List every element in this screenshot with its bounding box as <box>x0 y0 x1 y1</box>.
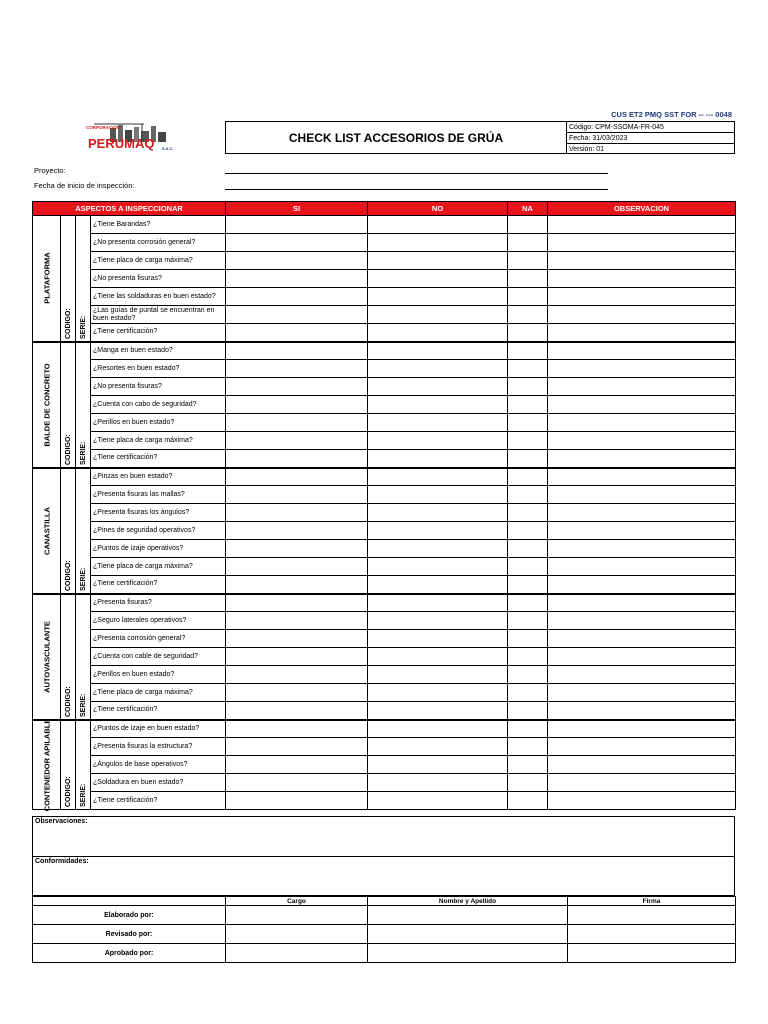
observacion-cell[interactable] <box>548 270 736 288</box>
inspection-item: ¿Puntos de izaje en buen estado? <box>91 720 226 738</box>
signature-cargo-cell[interactable] <box>226 944 368 963</box>
header-no: NO <box>368 202 508 216</box>
signature-cargo-cell[interactable] <box>226 925 368 944</box>
inspection-item: ¿Tiene placa de carga máxima? <box>91 558 226 576</box>
si-cell[interactable] <box>226 234 368 252</box>
observacion-cell[interactable] <box>548 252 736 270</box>
si-cell[interactable] <box>226 594 368 612</box>
si-cell[interactable] <box>226 720 368 738</box>
na-cell[interactable] <box>508 234 548 252</box>
no-cell[interactable] <box>368 432 508 450</box>
observacion-cell[interactable] <box>548 306 736 324</box>
si-cell[interactable] <box>226 342 368 360</box>
signature-header-nombre: Nombre y Apellido <box>368 897 568 906</box>
observacion-cell[interactable] <box>548 774 736 792</box>
inspection-item: ¿Pinzas en buen estado? <box>91 468 226 486</box>
na-cell[interactable] <box>508 630 548 648</box>
inspection-item: ¿Tiene placa de carga máxima? <box>91 252 226 270</box>
observacion-cell[interactable] <box>548 486 736 504</box>
na-cell[interactable] <box>508 666 548 684</box>
meta-version: Versión: 01 <box>569 146 605 153</box>
si-cell[interactable] <box>226 216 368 234</box>
observacion-cell[interactable] <box>548 648 736 666</box>
inspection-item: ¿Resortes en buen estado? <box>91 360 226 378</box>
observacion-cell[interactable] <box>548 342 736 360</box>
serie-cell[interactable]: SERIE: <box>76 720 91 810</box>
na-cell[interactable] <box>508 270 548 288</box>
observacion-cell[interactable] <box>548 594 736 612</box>
table-row <box>33 684 736 702</box>
inspection-date-label: Fecha de inicio de inspección: <box>34 181 135 190</box>
si-cell[interactable] <box>226 414 368 432</box>
na-cell[interactable] <box>508 774 548 792</box>
inspection-item: ¿Soldadura en buen estado? <box>91 774 226 792</box>
si-cell[interactable] <box>226 684 368 702</box>
logo-top-text: CORPORACIÓN <box>86 125 121 130</box>
no-cell[interactable] <box>368 360 508 378</box>
observacion-cell[interactable] <box>548 630 736 648</box>
table-row <box>33 468 736 486</box>
observacion-cell[interactable] <box>548 612 736 630</box>
header-si: SI <box>226 202 368 216</box>
observacion-cell[interactable] <box>548 378 736 396</box>
si-cell[interactable] <box>226 774 368 792</box>
na-cell[interactable] <box>508 468 548 486</box>
inspection-item: ¿Tiene certificación? <box>91 792 226 810</box>
table-row <box>33 288 736 306</box>
signature-nombre-cell[interactable] <box>368 925 568 944</box>
observaciones-label: Observaciones: <box>35 818 88 825</box>
inspection-item: ¿Tiene placa de carga máxima? <box>91 684 226 702</box>
observacion-cell[interactable] <box>548 216 736 234</box>
si-cell[interactable] <box>226 450 368 468</box>
signature-role-label: Aprobado por: <box>33 944 226 963</box>
no-cell[interactable] <box>368 450 508 468</box>
si-cell[interactable] <box>226 468 368 486</box>
table-row <box>33 450 736 468</box>
inspection-item: ¿Tiene Barandas? <box>91 216 226 234</box>
na-cell[interactable] <box>508 450 548 468</box>
inspection-item: ¿Las guías de puntal se encuentran en buen estado? <box>91 306 226 324</box>
na-cell[interactable] <box>508 504 548 522</box>
observaciones-box[interactable] <box>32 816 735 857</box>
observacion-cell[interactable] <box>548 738 736 756</box>
na-cell[interactable] <box>508 486 548 504</box>
header-observacion: OBSERVACION <box>548 202 736 216</box>
na-cell[interactable] <box>508 738 548 756</box>
table-row <box>33 558 736 576</box>
no-cell[interactable] <box>368 504 508 522</box>
si-cell[interactable] <box>226 630 368 648</box>
inspection-item: ¿No presenta corrosión general? <box>91 234 226 252</box>
si-cell[interactable] <box>226 648 368 666</box>
table-row <box>33 576 736 594</box>
signature-header-cargo: Cargo <box>226 897 368 906</box>
no-cell[interactable] <box>368 540 508 558</box>
no-cell[interactable] <box>368 702 508 720</box>
na-cell[interactable] <box>508 360 548 378</box>
si-cell[interactable] <box>226 378 368 396</box>
signature-firma-cell[interactable] <box>568 925 736 944</box>
table-row <box>33 648 736 666</box>
observacion-cell[interactable] <box>548 684 736 702</box>
signature-cargo-cell[interactable] <box>226 906 368 925</box>
table-row <box>33 432 736 450</box>
no-cell[interactable] <box>368 234 508 252</box>
no-cell[interactable] <box>368 468 508 486</box>
observacion-cell[interactable] <box>548 288 736 306</box>
no-cell[interactable] <box>368 396 508 414</box>
checklist-table <box>32 201 736 810</box>
observacion-cell[interactable] <box>548 792 736 810</box>
si-cell[interactable] <box>226 576 368 594</box>
inspection-item: ¿Cuenta con cable de seguridad? <box>91 648 226 666</box>
inspection-item: ¿Presenta fisuras? <box>91 594 226 612</box>
table-row <box>33 738 736 756</box>
table-row <box>33 792 736 810</box>
no-cell[interactable] <box>368 684 508 702</box>
inspection-item: ¿Tiene las soldaduras en buen estado? <box>91 288 226 306</box>
table-row <box>33 774 736 792</box>
section-label: BALDE DE CONCRETO <box>33 342 61 468</box>
si-cell[interactable] <box>226 522 368 540</box>
inspection-item: ¿Tiene certificación? <box>91 324 226 342</box>
observacion-cell[interactable] <box>548 666 736 684</box>
si-cell[interactable] <box>226 666 368 684</box>
table-row <box>33 504 736 522</box>
na-cell[interactable] <box>508 522 548 540</box>
observacion-cell[interactable] <box>548 396 736 414</box>
no-cell[interactable] <box>368 342 508 360</box>
signature-header-row <box>33 897 736 906</box>
si-cell[interactable] <box>226 486 368 504</box>
observacion-cell[interactable] <box>548 702 736 720</box>
table-row <box>33 252 736 270</box>
inspection-item: ¿Tiene certificación? <box>91 450 226 468</box>
na-cell[interactable] <box>508 756 548 774</box>
observacion-cell[interactable] <box>548 234 736 252</box>
na-cell[interactable] <box>508 594 548 612</box>
page-title: CHECK LIST ACCESORIOS DE GRÚA <box>225 121 567 154</box>
signature-role-label: Elaborado por: <box>33 906 226 925</box>
no-cell[interactable] <box>368 612 508 630</box>
codigo-cell[interactable]: CODIGO: <box>61 468 76 594</box>
na-cell[interactable] <box>508 414 548 432</box>
si-cell[interactable] <box>226 252 368 270</box>
header-na: NA <box>508 202 548 216</box>
no-cell[interactable] <box>368 576 508 594</box>
inspection-item: ¿Presenta fisuras la estructura? <box>91 738 226 756</box>
table-row <box>33 216 736 234</box>
table-row <box>33 486 736 504</box>
inspection-item: ¿Tiene certificación? <box>91 702 226 720</box>
inspection-item: ¿Puntos de izaje operativos? <box>91 540 226 558</box>
observacion-cell[interactable] <box>548 414 736 432</box>
inspection-item: ¿No presenta fisuras? <box>91 270 226 288</box>
no-cell[interactable] <box>368 288 508 306</box>
signature-firma-cell[interactable] <box>568 906 736 925</box>
si-cell[interactable] <box>226 738 368 756</box>
table-row <box>33 630 736 648</box>
si-cell[interactable] <box>226 306 368 324</box>
inspection-item: ¿Pines de seguridad operativos? <box>91 522 226 540</box>
observacion-cell[interactable] <box>548 432 736 450</box>
no-cell[interactable] <box>368 774 508 792</box>
codigo-cell[interactable]: CODIGO: <box>61 720 76 810</box>
logo-main-text: PERUMAQ <box>88 136 155 151</box>
document-meta <box>567 121 735 154</box>
no-cell[interactable] <box>368 756 508 774</box>
no-cell[interactable] <box>368 630 508 648</box>
na-cell[interactable] <box>508 306 548 324</box>
table-row <box>33 414 736 432</box>
company-logo <box>84 122 176 154</box>
na-cell[interactable] <box>508 702 548 720</box>
table-row <box>33 756 736 774</box>
na-cell[interactable] <box>508 684 548 702</box>
meta-fecha: Fecha: 31/03/2023 <box>567 133 734 144</box>
inspection-item: ¿Tiene certificación? <box>91 576 226 594</box>
observacion-cell[interactable] <box>548 504 736 522</box>
si-cell[interactable] <box>226 756 368 774</box>
serie-cell[interactable]: SERIE: <box>76 468 91 594</box>
observacion-cell[interactable] <box>548 720 736 738</box>
na-cell[interactable] <box>508 648 548 666</box>
no-cell[interactable] <box>368 252 508 270</box>
na-cell[interactable] <box>508 216 548 234</box>
no-cell[interactable] <box>368 738 508 756</box>
conformidades-label: Conformidades: <box>35 858 89 865</box>
observacion-cell[interactable] <box>548 558 736 576</box>
na-cell[interactable] <box>508 252 548 270</box>
si-cell[interactable] <box>226 612 368 630</box>
inspection-item: ¿Ángulos de base operativos? <box>91 756 226 774</box>
na-cell[interactable] <box>508 558 548 576</box>
table-header-row <box>33 202 736 216</box>
observacion-cell[interactable] <box>548 540 736 558</box>
signature-nombre-cell[interactable] <box>368 944 568 963</box>
no-cell[interactable] <box>368 720 508 738</box>
signature-header-firma: Firma <box>568 897 736 906</box>
na-cell[interactable] <box>508 612 548 630</box>
serie-cell[interactable]: SERIE: <box>76 216 91 342</box>
section-label: AUTOVASCULANTE <box>33 594 61 720</box>
observacion-cell[interactable] <box>548 468 736 486</box>
no-cell[interactable] <box>368 270 508 288</box>
table-row <box>33 234 736 252</box>
na-cell[interactable] <box>508 792 548 810</box>
inspection-item: ¿Presenta corrosión general? <box>91 630 226 648</box>
observacion-cell[interactable] <box>548 450 736 468</box>
conformidades-box[interactable] <box>32 856 735 896</box>
na-cell[interactable] <box>508 576 548 594</box>
observacion-cell[interactable] <box>548 522 736 540</box>
si-cell[interactable] <box>226 792 368 810</box>
table-row <box>33 360 736 378</box>
na-cell[interactable] <box>508 720 548 738</box>
si-cell[interactable] <box>226 396 368 414</box>
si-cell[interactable] <box>226 540 368 558</box>
table-row <box>33 522 736 540</box>
si-cell[interactable] <box>226 324 368 342</box>
signature-table <box>32 896 736 963</box>
meta-codigo: Código: CPM-SSOMA-FR-045 <box>567 122 734 133</box>
no-cell[interactable] <box>368 306 508 324</box>
inspection-item: ¿Presenta fisuras los ángulos? <box>91 504 226 522</box>
si-cell[interactable] <box>226 504 368 522</box>
inspection-item: ¿Seguro laterales operativos? <box>91 612 226 630</box>
inspection-item: ¿Manga en buen estado? <box>91 342 226 360</box>
na-cell[interactable] <box>508 378 548 396</box>
project-input-line[interactable] <box>225 173 608 174</box>
table-row <box>33 306 736 324</box>
table-row <box>33 378 736 396</box>
signature-row <box>33 944 736 963</box>
si-cell[interactable] <box>226 270 368 288</box>
table-row <box>33 720 736 738</box>
si-cell[interactable] <box>226 558 368 576</box>
table-row <box>33 270 736 288</box>
signature-role-label: Revisado por: <box>33 925 226 944</box>
no-cell[interactable] <box>368 792 508 810</box>
codigo-cell[interactable]: CODIGO: <box>61 216 76 342</box>
section-label: CONTENEDOR APILABLE <box>33 720 61 810</box>
signature-row <box>33 906 736 925</box>
table-row <box>33 666 736 684</box>
observacion-cell[interactable] <box>548 576 736 594</box>
codigo-cell[interactable]: CODIGO: <box>61 594 76 720</box>
section-label: CANASTILLA <box>33 468 61 594</box>
no-cell[interactable] <box>368 378 508 396</box>
no-cell[interactable] <box>368 324 508 342</box>
table-row <box>33 702 736 720</box>
codigo-cell[interactable]: CODIGO: <box>61 342 76 468</box>
na-cell[interactable] <box>508 324 548 342</box>
serie-cell[interactable]: SERIE: <box>76 594 91 720</box>
table-row <box>33 594 736 612</box>
si-cell[interactable] <box>226 702 368 720</box>
header-aspectos: ASPECTOS A INSPECCIONAR <box>33 202 226 216</box>
inspection-item: ¿No presenta fisuras? <box>91 378 226 396</box>
observacion-cell[interactable] <box>548 360 736 378</box>
si-cell[interactable] <box>226 288 368 306</box>
no-cell[interactable] <box>368 414 508 432</box>
no-cell[interactable] <box>368 486 508 504</box>
inspection-item: ¿Cuenta con cabo de seguridad? <box>91 396 226 414</box>
inspection-item: ¿Perillos en buen estado? <box>91 666 226 684</box>
no-cell[interactable] <box>368 648 508 666</box>
si-cell[interactable] <box>226 360 368 378</box>
na-cell[interactable] <box>508 396 548 414</box>
inspection-item: ¿Tiene placa de carga máxima? <box>91 432 226 450</box>
no-cell[interactable] <box>368 216 508 234</box>
observacion-cell[interactable] <box>548 324 736 342</box>
signature-nombre-cell[interactable] <box>368 906 568 925</box>
table-row <box>33 324 736 342</box>
signature-row <box>33 925 736 944</box>
inspection-item: ¿Presenta fisuras las mallas? <box>91 486 226 504</box>
no-cell[interactable] <box>368 594 508 612</box>
observacion-cell[interactable] <box>548 756 736 774</box>
table-row <box>33 342 736 360</box>
na-cell[interactable] <box>508 432 548 450</box>
no-cell[interactable] <box>368 522 508 540</box>
serie-cell[interactable]: SERIE: <box>76 342 91 468</box>
section-label: PLATAFORMA <box>33 216 61 342</box>
inspection-item: ¿Perillos en buen estado? <box>91 414 226 432</box>
na-cell[interactable] <box>508 288 548 306</box>
inspection-date-input-line[interactable] <box>225 189 608 190</box>
no-cell[interactable] <box>368 558 508 576</box>
logo-suffix-text: S.A.C <box>162 146 173 151</box>
si-cell[interactable] <box>226 432 368 450</box>
table-row <box>33 612 736 630</box>
signature-firma-cell[interactable] <box>568 944 736 963</box>
no-cell[interactable] <box>368 666 508 684</box>
na-cell[interactable] <box>508 342 548 360</box>
project-label: Proyecto: <box>34 166 66 175</box>
document-code: CUS ET2 PMQ SST FOR -- --- 0048 <box>611 110 732 119</box>
table-row <box>33 396 736 414</box>
table-row <box>33 540 736 558</box>
na-cell[interactable] <box>508 540 548 558</box>
